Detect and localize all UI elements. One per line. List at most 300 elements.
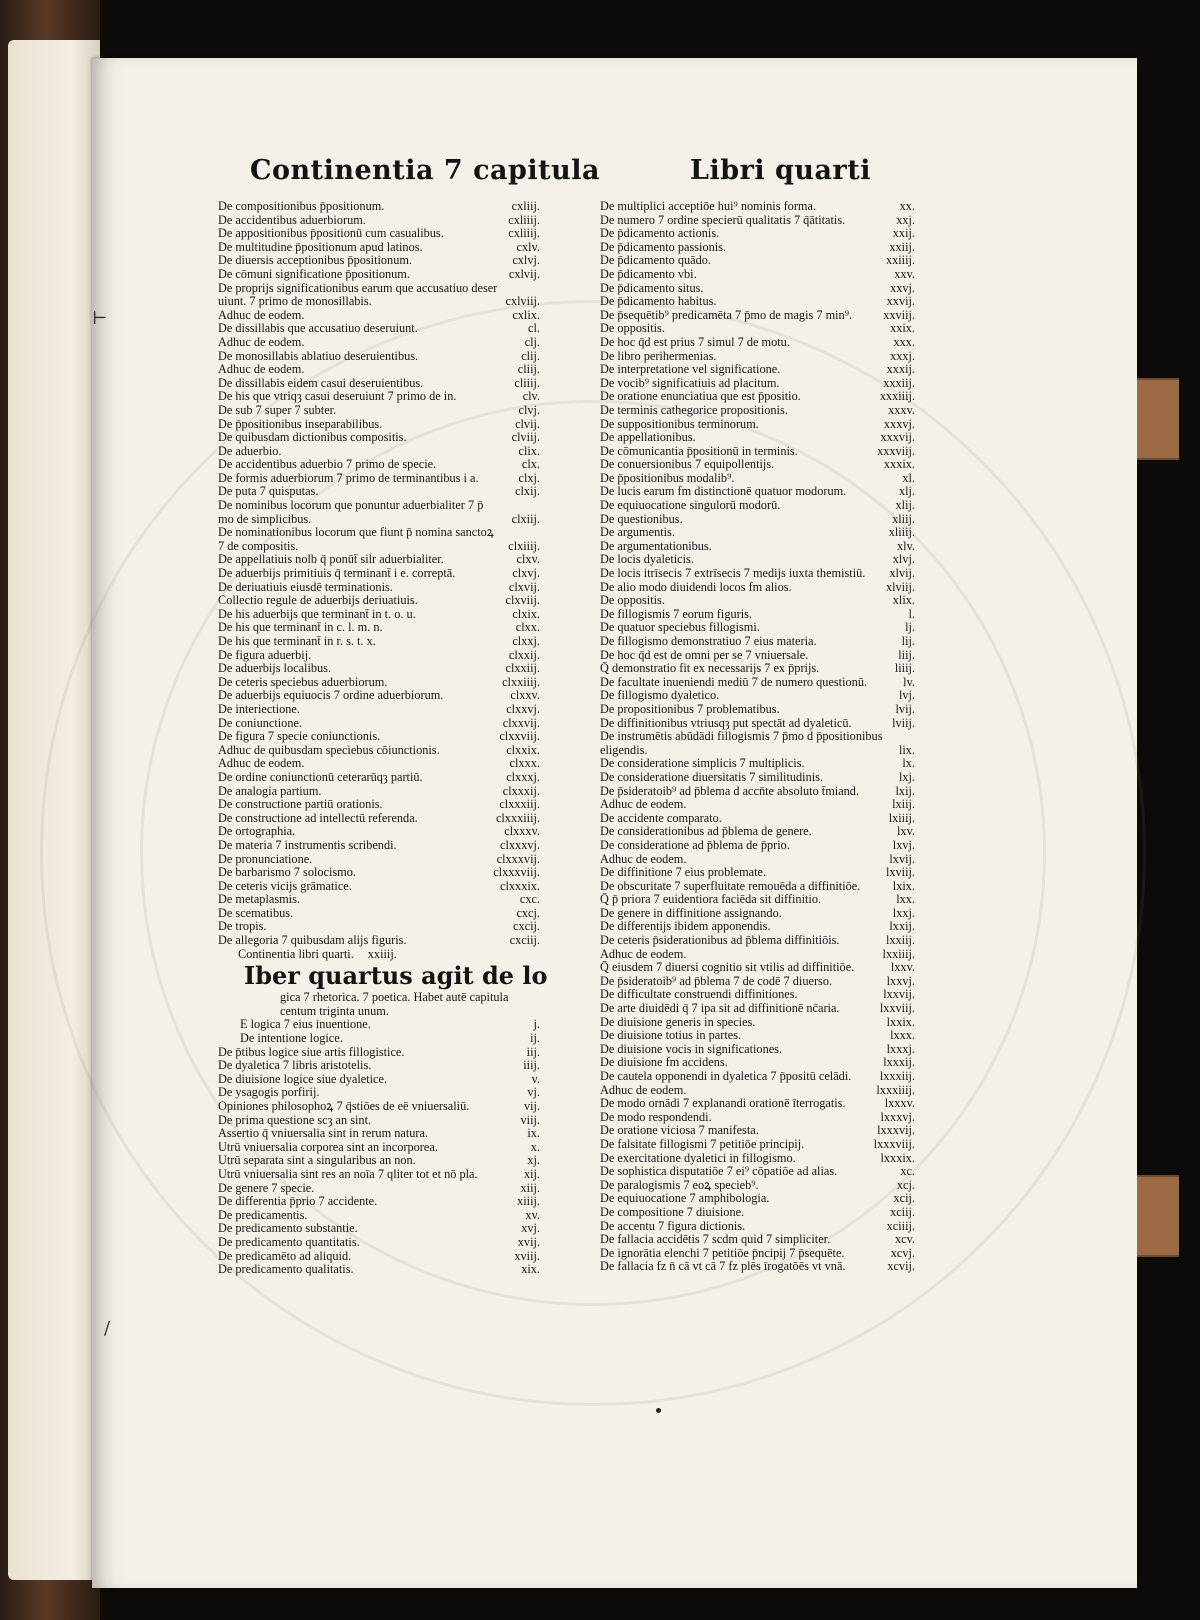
toc-entry [600,350,915,364]
toc-entry-title: Utrū vniuersalia corporea sint an incorporea. [218,1140,438,1154]
toc-entry-title: De monosillabis ablatiuo deseruientibus. [218,349,419,363]
toc-entry [218,1073,540,1087]
toc-entry-chapter-number: lxxxvij. [877,1124,915,1138]
toc-entry-title: De hoc q̄d est de omni per se 7 vniuersale. [600,648,809,662]
toc-entry-title: Adhuc de eodem. [218,308,305,322]
liber-intro-line: centum triginta unum. [280,1003,389,1018]
toc-entry [218,744,540,758]
toc-entry [600,717,915,731]
toc-entry-title: Utrū separata sint a singularibus an non. [218,1154,416,1168]
toc-entry [218,282,540,296]
toc-entry-chapter-number: lxxxij. [883,1056,915,1070]
toc-entry-chapter-number: clxxxiij. [499,798,540,812]
toc-entry [218,907,540,921]
toc-entry-chapter-number: xx. [899,200,915,213]
toc-entry-title: De diuisione vocis in significationes. [600,1042,783,1056]
toc-entry [600,1070,915,1084]
toc-entry-title: De quibusdam dictionibus compositis. [218,431,407,445]
toc-entry-title: De modo ornādi 7 explanandi orationē īterrogatis. [600,1097,846,1111]
toc-entry-title: De cōmunicantia p̄positionū in terminis. [600,444,798,458]
toc-entry-title: De accentu 7 figura dictionis. [600,1219,746,1233]
toc-entry [218,1209,540,1223]
continentia-number: xxiiij. [367,947,397,961]
toc-entry-chapter-number: xlix. [892,594,915,608]
continentia-label: Continentia libri quarti. [238,947,354,961]
toc-entry [600,363,915,377]
toc-entry-title: De compositionibus p̄positionum. [218,200,385,213]
toc-entry [218,1018,540,1032]
toc-entry-title: De aduerbijs equiuocis 7 ordine aduerbiorum. [218,689,444,703]
toc-entry-title: Q̄ demonstratio fit ex necessarijs 7 ex p̄prijs. [600,662,820,676]
toc-entry [218,812,540,826]
toc-entry [600,1002,915,1016]
toc-entry-title: De pronunciatione. [218,852,313,866]
toc-entry-chapter-number: lxxxiij. [879,1070,915,1083]
toc-entry-chapter-number: iij. [526,1045,540,1059]
toc-entry [600,499,915,513]
toc-entry [600,472,915,486]
toc-entry [218,485,540,499]
toc-entry-title: De p̄dicamento actionis. [600,227,720,241]
toc-entry-chapter-number: clxviij. [505,594,540,608]
toc-entry-chapter-number: clix. [518,444,540,458]
toc-entry-chapter-number: clvij. [515,417,540,431]
toc-entry-title: De conuersionibus 7 equipollentijs. [600,458,775,472]
toc-entry-chapter-number: lvj. [898,689,915,703]
toc-entry-chapter-number: lix. [898,743,915,757]
toc-entry [600,621,915,635]
toc-entry-title: De interpretatione vel significatione. [600,363,781,377]
toc-entry-chapter-number: xiij. [520,1181,540,1195]
toc-entry [218,553,540,567]
toc-entry-chapter-number: l. [908,607,915,621]
toc-entry-title: Adhuc de eodem. [600,1083,687,1097]
page-title-left: Continentia 7 capitula [250,155,601,186]
toc-entry-title: De alio modo diuidendi locos f̄m alios. [600,580,792,594]
toc-entry [218,1086,540,1100]
toc-entry-chapter-number: clxv. [516,553,540,567]
toc-entry-chapter-number: xliiij. [888,526,915,540]
toc-entry-title: De questionibus. [600,512,683,526]
toc-entry-title: De aduerbio. [218,444,282,458]
toc-entry [218,920,540,934]
toc-entry-title: De fallacia f̄z n̄ cā vt cā 7 f̄z plēs īrogatōēs vt vnā. [600,1260,846,1274]
toc-entry [218,1195,540,1209]
toc-entry [600,404,915,418]
toc-entry-chapter-number: clxxvj. [506,702,540,716]
toc-entry-chapter-number: lxxix. [886,1015,915,1029]
toc-entry-chapter-number: cxlvj. [512,254,540,268]
toc-entry-title: De libro perihermenias. [600,349,717,363]
toc-entry-title: De paralogismis 7 eoꝝ specieb⁹. [600,1178,759,1192]
toc-entry [218,309,540,323]
toc-entry [218,934,540,948]
contents-column-right [600,200,915,1274]
toc-entry-chapter-number: xxviij. [883,308,915,322]
toc-entry [600,744,915,758]
toc-entry-title: De aduerbijs localibus. [218,662,332,676]
continentia-line [218,948,540,962]
toc-entry-title: De arte diuidēdi q̄ 7 ipa sit ad diffinitionē nc̄aria. [600,1002,840,1016]
toc-entry-title: De fillogismis 7 eorum figuris. [600,607,752,621]
toc-entry-chapter-number: xxxij. [886,363,915,377]
toc-entry [218,363,540,377]
toc-entry-title: Adhuc de eodem. [600,947,687,961]
toc-entry [600,1233,915,1247]
toc-entry-title: De cautela opponendi in dyaletica 7 p̄positū celādi. [600,1070,852,1083]
toc-entry [218,540,540,554]
toc-entry-title: De allegoria 7 quibusdam alijs figuris. [218,934,407,948]
toc-entry-chapter-number: lj. [905,621,915,635]
toc-entry-chapter-number: xlviij. [885,580,915,594]
toc-entry [600,961,915,975]
toc-entry-title: De proprijs significationibus earum que accusatiuo deser [218,281,498,295]
toc-entry-chapter-number: xj. [527,1154,540,1168]
toc-entry-chapter-number: lxxj. [892,906,915,920]
toc-entry-title: De vocib⁹ significatiuis ad placitum. [600,376,780,390]
toc-entry-chapter-number: xxvj. [890,281,915,295]
toc-entry-title: De scematibus. [218,906,294,920]
toc-entry-title: De diuisione logice siue dyaletice. [218,1072,388,1086]
toc-entry-chapter-number: lxij. [895,784,915,798]
toc-entry [218,499,540,513]
toc-entry-title: De accidentibus aduerbio 7 primo de specie. [218,458,437,472]
toc-entry [600,200,915,214]
toc-entry-title: De facultate inueniendi mediū 7 de numero questionū. [600,675,868,689]
toc-entry [600,485,915,499]
toc-entry-title: De p̄positionibus modalib⁹. [600,471,735,485]
toc-entry-chapter-number: clxix. [512,607,540,621]
toc-entry-title: De figura aduerbij. [218,648,312,662]
toc-entry [218,336,540,350]
toc-entry-title: Adhuc de quibusdam speciebus cōiunctionis. [218,743,440,757]
toc-entry-chapter-number: liij. [898,648,915,662]
clasp-strap-lower [1137,1175,1179,1257]
toc-entry [600,798,915,812]
toc-entry-chapter-number: lij. [901,635,915,648]
toc-entry [218,649,540,663]
toc-entry-title: De prima questione scȝ an sint. [218,1113,372,1127]
toc-entry-chapter-number: viij. [520,1113,540,1127]
toc-entry-chapter-number: lx. [902,757,915,771]
toc-entry-chapter-number: lxxvij. [883,988,915,1002]
toc-entry [600,866,915,880]
toc-entry [218,866,540,880]
toc-entry-title: De tropis. [218,920,267,934]
toc-entry-chapter-number: xxxiiij. [879,390,915,404]
toc-entry [600,689,915,703]
toc-entry [600,920,915,934]
toc-entry-title: eligendis. [600,743,648,757]
toc-entry-chapter-number: clxxxj. [506,770,540,784]
toc-entry-chapter-number: clxxxvj. [500,838,540,852]
toc-entry [600,1138,915,1152]
toc-entry [218,1127,540,1141]
toc-entry-chapter-number: xlij. [895,499,915,513]
toc-entry-chapter-number: v. [531,1072,540,1086]
toc-entry [218,390,540,404]
toc-entry-chapter-number: cxliiij. [508,213,540,227]
toc-entry-title: De aduerbijs primitiuis q̄ terminant̄ i e. correptā. [218,567,456,581]
toc-entry-chapter-number: xij. [523,1167,540,1181]
toc-entry [218,853,540,867]
toc-entry-title: De his que terminant̄ in c. l. m. n. [218,621,383,635]
toc-entry-chapter-number: clxiij. [511,512,540,526]
toc-entry [600,227,915,241]
toc-entry-title: De p̄dicamento habitus. [600,295,717,309]
toc-entry [218,1236,540,1250]
toc-entry-chapter-number: xxxj. [890,349,915,363]
toc-entry-chapter-number: lxxxiiij. [876,1083,915,1097]
toc-entry-title: De oppositis. [600,322,665,336]
toc-entry [218,676,540,690]
toc-entry-chapter-number: xxj. [896,213,915,227]
toc-entry-title: Q̄ eiusdem 7 diuersi cognitio sit vtilis ad diffinitiōe. [600,961,855,975]
toc-entry-chapter-number: clxx. [515,621,540,635]
toc-entry-title: De suppositionibus terminorum. [600,417,759,431]
toc-entry-title: Adhuc de eodem. [218,335,305,349]
toc-entry [218,635,540,649]
toc-entry-title: De hoc q̄d est prius 7 simul 7 de motu. [600,335,790,349]
toc-entry [218,418,540,432]
toc-entry [218,703,540,717]
toc-entry [600,268,915,282]
toc-entry-title: De predicamēto ad aliquid. [218,1249,352,1263]
toc-entry-title: De compositione 7 diuisione. [600,1205,745,1219]
toc-entry [218,825,540,839]
toc-entry-chapter-number: clxxv. [510,689,540,703]
toc-entry [600,785,915,799]
toc-entry-chapter-number: xc. [900,1165,915,1179]
toc-entry-title: De consideratione simplicis 7 multiplicis. [600,757,805,771]
toc-entry-title: Assertio q̄ vniuersalia sint in rerum natura. [218,1127,429,1141]
toc-entry-title: Adhuc de eodem. [218,363,305,377]
toc-entry [600,608,915,622]
toc-entry-chapter-number: clxxiij. [505,662,540,676]
toc-entry-chapter-number: clxxj. [512,635,540,648]
toc-entry-title: 7 de compositis. [218,539,299,553]
toc-entry [218,1046,540,1060]
toc-entry-title: De p̄tibus logice siue artis fillogistice. [218,1045,405,1059]
toc-entry-title: De fillogismo demonstratiuo 7 eius materia. [600,635,817,648]
toc-entry-title: E logica 7 eius inuentione. [240,1018,371,1032]
toc-entry-title: De obscuritate 7 superfluitate remouēda a diffinitiōe. [600,879,861,893]
toc-entry [218,1168,540,1182]
toc-entry-title: De propositionibus 7 problematibus. [600,702,780,716]
toc-entry-chapter-number: lxvj. [892,838,915,852]
toc-entry-chapter-number: xxxviij. [877,444,915,458]
toc-entry-title: De formis aduerbiorum 7 primo de terminantibus i a. [218,471,479,485]
toc-entry [600,445,915,459]
toc-entry-chapter-number: xxvij. [886,295,915,309]
toc-entry-chapter-number: lxxviij. [879,1002,915,1016]
toc-entry-chapter-number: xlvj. [892,553,915,567]
toc-entry [218,1263,540,1277]
toc-entry-title: De accidentibus aduerbiorum. [218,213,366,227]
toc-entry [600,1192,915,1206]
toc-entry-title: De equiuocatione singulorū modorū. [600,499,781,513]
toc-entry-title: De modo respondendi. [600,1110,712,1124]
toc-entry-title: De genere in diffinitione assignando. [600,906,782,920]
toc-entry-chapter-number: xciiij. [886,1219,915,1233]
toc-entry-title: De p̄sideratoib⁹ ad p̄blema d̄ accn̄te absoluto t̄miand̄. [600,784,860,798]
toc-entry-chapter-number: clxiiij. [508,539,540,553]
toc-entry-title: De ortographia. [218,825,296,839]
toc-entry-chapter-number: clviij. [511,431,540,445]
toc-entry [600,703,915,717]
toc-entry-chapter-number: xxiij. [889,240,915,254]
toc-entry-title: De terminis cathegorice propositionis. [600,403,788,417]
toc-entry-chapter-number: clxxxiiij. [495,811,540,825]
toc-entry-title: De differentijs ibidem apponendis. [600,920,771,934]
toc-entry-chapter-number: xxx. [893,335,915,349]
toc-entry-chapter-number: lvij. [895,702,915,716]
toc-entry-chapter-number: xvij. [517,1235,540,1249]
toc-entry-title: Adhuc de eodem. [600,798,687,812]
toc-entry-title: De multitudine p̄positionum apud latinos. [218,240,423,254]
toc-entry-chapter-number: clxxxvij. [496,852,540,866]
toc-entry [600,934,915,948]
toc-entry-chapter-number: clvj. [518,403,540,417]
toc-entry [218,1182,540,1196]
toc-entry-chapter-number: xxxvij. [880,431,915,445]
toc-entry-chapter-number: xciij. [890,1205,915,1219]
toc-entry-chapter-number: xiiij. [517,1195,540,1209]
toc-entry-chapter-number: clxxij. [508,648,540,662]
toc-entry [218,1114,540,1128]
toc-entry [218,241,540,255]
toc-entry-title: De p̄dicamento passionis. [600,240,727,254]
toc-entry [600,295,915,309]
toc-entry [600,1016,915,1030]
toc-entry-chapter-number: lviij. [892,716,915,730]
toc-entry-title: De multiplici acceptiōe hui⁹ nominis forma. [600,200,817,213]
toc-entry-title: De appellatiuis nolb q̄ ponūt̄ sil̄r aduerbialiter. [218,553,444,567]
toc-entry [600,1111,915,1125]
toc-entry-chapter-number: clij. [521,349,540,363]
toc-entry-title: Q̄ p̄ priora 7 euidentiora faciēda sit diffinitio. [600,893,822,907]
toc-entry-chapter-number: j. [533,1018,540,1032]
toc-entry [218,445,540,459]
toc-entry-chapter-number: clxvij. [508,580,540,594]
toc-entry-title: De intentione logice. [240,1032,343,1046]
toc-entry-title: De materia 7 instrumentis scribendi. [218,838,397,852]
toc-entry-chapter-number: xvj. [521,1222,540,1236]
toc-entry [218,757,540,771]
toc-entry [218,322,540,336]
page-title-right: Libri quarti [690,155,871,186]
toc-entry [218,404,540,418]
toc-entry [218,1100,540,1114]
toc-entry-chapter-number: clxvj. [512,567,540,581]
toc-entry-chapter-number: clxxxij. [502,784,540,798]
toc-entry [600,309,915,323]
toc-entry [600,730,915,744]
liber-intro-line: gica 7 rhetorica. 7 poetica. Habet autē capitula [280,990,509,1005]
toc-entry-title: De his que terminant̄ in r. s. t. x. [218,635,376,648]
toc-entry [600,1124,915,1138]
toc-entry-chapter-number: cxc. [519,893,540,907]
toc-entry-title: De differentia p̄prio 7 accidente. [218,1195,378,1209]
toc-entry-chapter-number: cliij. [517,363,540,377]
toc-entry [600,1220,915,1234]
toc-entry-chapter-number: xxiiij. [885,254,915,268]
toc-entry-chapter-number: xcij. [893,1192,915,1206]
toc-entry-chapter-number: lxxv. [890,961,915,975]
toc-entry-title: De diuisione totius in partes. [600,1029,742,1043]
ink-dot [656,1408,661,1413]
toc-entry [218,295,540,309]
toc-entry-chapter-number: vj. [527,1086,540,1100]
toc-entry [600,1247,915,1261]
toc-entry-title: De oppositis. [600,594,665,608]
toc-entry-title: De ceteris speciebus aduerbiorum. [218,675,388,689]
toc-entry-title: De p̄dicamento vbi. [600,267,697,281]
toc-entry [600,988,915,1002]
toc-entry [600,254,915,268]
toc-entry-chapter-number: iiij. [523,1059,540,1073]
toc-entry-chapter-number: lxx. [896,893,915,907]
toc-entry-chapter-number: xv. [525,1208,540,1222]
toc-entry [218,839,540,853]
toc-entry-title: De equiuocatione 7 amphibologia. [600,1192,770,1206]
toc-entry-chapter-number: cxlviij. [505,295,540,309]
toc-entry-title: De quatuor speciebus fillogismi. [600,621,760,635]
toc-entry-chapter-number: lxxiij. [885,934,915,948]
toc-entry-title: De ceteris vicijs grāmatice. [218,879,352,893]
toc-entry [600,241,915,255]
toc-entry-title: De appellationibus. [600,431,696,445]
toc-entry [218,200,540,214]
toc-entry-title: De oratione enunciatiua que est p̄positio. [600,390,801,404]
toc-entry-title: De constructione ad intellectū referenda. [218,811,418,825]
toc-entry-title: De argumentis. [600,526,675,540]
toc-entry-chapter-number: xix. [521,1263,540,1277]
toc-entry [600,513,915,527]
toc-entry [218,431,540,445]
toc-entry-title: De p̄sideratoib⁹ ad p̄blema 7 de codē 7 diuerso. [600,974,833,988]
toc-entry-chapter-number: ij. [530,1032,540,1046]
toc-entry-chapter-number: xxxvj. [883,417,915,431]
toc-entry-title: De diuisione generis in species. [600,1015,756,1029]
toc-entry-chapter-number: clxxx. [509,757,540,771]
toc-entry [600,907,915,921]
toc-entry-title: De predicamento substantie. [218,1222,358,1236]
toc-entry-chapter-number: cxlvij. [508,267,540,281]
toc-entry [218,1059,540,1073]
toc-entry [218,377,540,391]
toc-entry [600,1206,915,1220]
toc-entry [600,553,915,567]
toc-entry-title: De consideratione diuersitatis 7 similitudinis. [600,770,824,784]
toc-entry [218,662,540,676]
clasp-strap-upper [1137,378,1179,460]
toc-entry-chapter-number: xxij. [892,227,915,241]
toc-entry [218,268,540,282]
toc-entry-title: De coniunctione. [218,716,303,730]
margin-mark: ⊢ [92,308,108,329]
toc-entry-title: De locis itrīsecis 7 extrīsecis 7 medijs iuxta themistiū. [600,567,866,581]
toc-entry-chapter-number: cliiij. [514,376,540,390]
toc-entry [600,649,915,663]
toc-entry [218,513,540,527]
toc-entry-chapter-number: cxliij. [511,200,540,213]
toc-entry [600,214,915,228]
toc-entry-title: uiunt. 7 primo de monosillabis. [218,295,372,309]
toc-entry [218,526,540,540]
toc-entry-chapter-number: xliij. [892,512,915,526]
toc-entry-chapter-number: clx. [521,458,540,472]
